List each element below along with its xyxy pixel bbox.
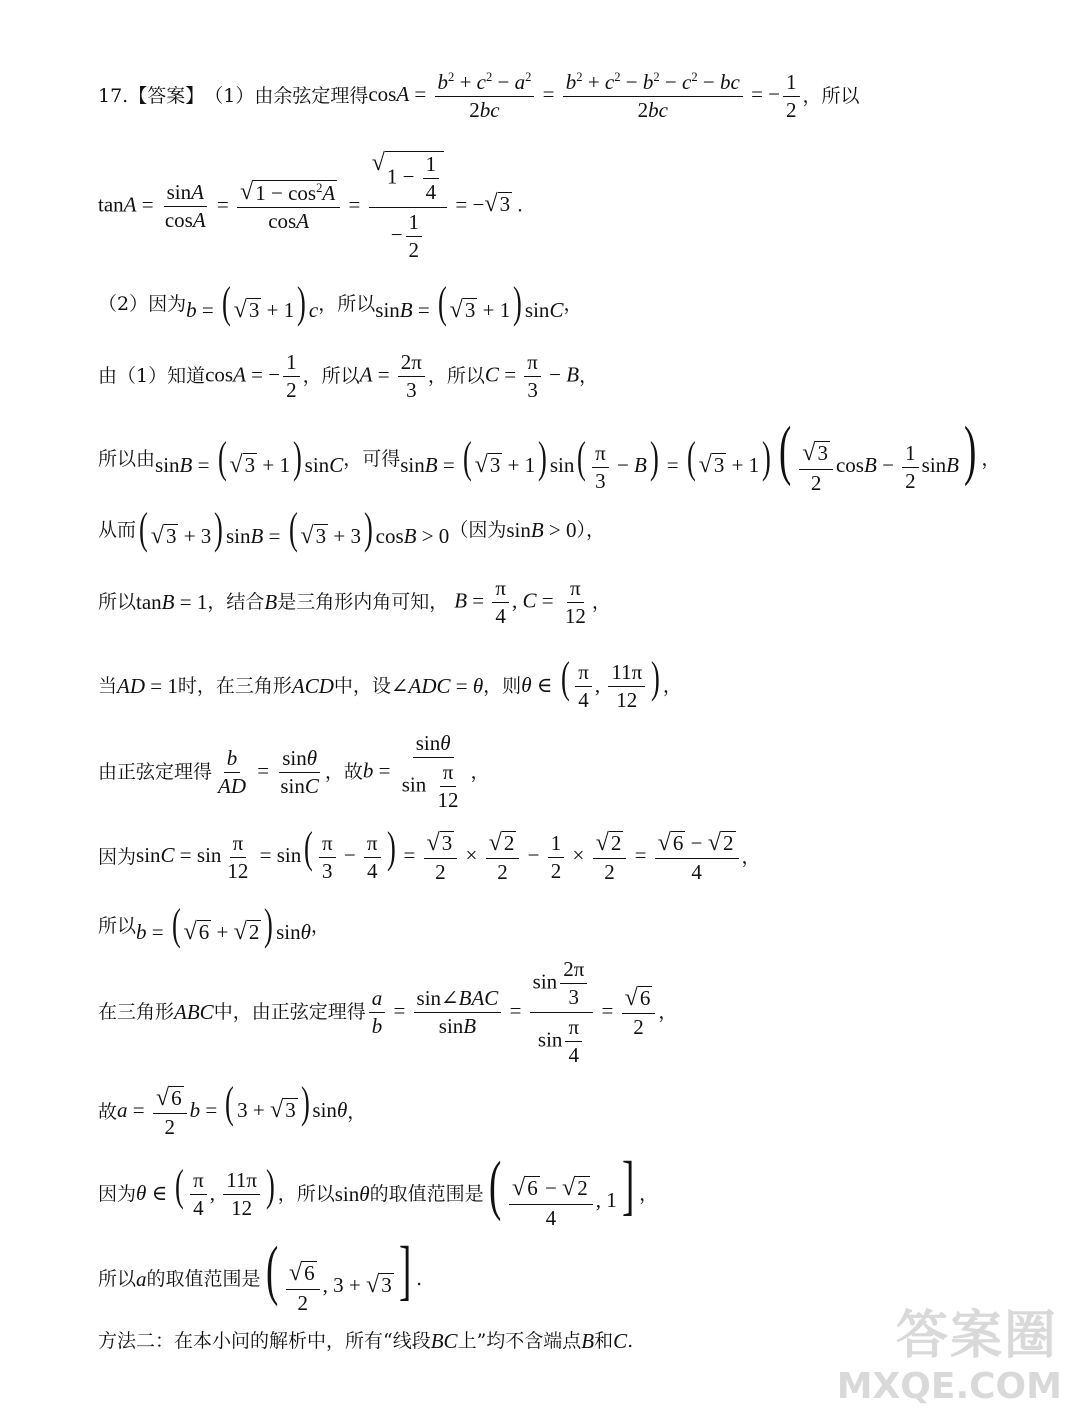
formula-angle-theta: ∠ADC = θ [390,673,484,698]
punct: ， [310,914,330,937]
formula-B-C-values: B = $\frac{\pi}{4}$ , C = $\frac{\pi}{12}$ [454,575,586,628]
punct: ， [579,364,599,387]
formula-sin-theta: sinθ [334,1181,370,1206]
part2-line-8 [98,822,1040,885]
text-because: 因为 [148,292,187,315]
text-then: ，则 [483,674,522,697]
part2-line-7 [98,730,1040,812]
text-because: （因为 [449,518,507,541]
method2-text-2: 上”均不含端点 [457,1329,582,1352]
formula-A-value: A = $\frac{2\pi}{3}$ [360,351,428,402]
text-range-is: 的取值范围是 [369,1182,484,1205]
method2-text: 方法二：在本小问的解析中，所有“线段 [98,1329,431,1352]
answer-tag: 【答案】 [128,84,205,107]
part2-line-4 [98,504,1040,554]
text-known: 由（1）知道 [98,364,206,387]
symbol-C2: C [613,1328,628,1353]
text-so: ，所以 [427,364,485,387]
symbol-BC: BC [430,1328,458,1353]
text-so: ，所以 [318,292,376,315]
formula-sinB-expand: sinB = ( √ 3 + 1) sin( $\frac{\pi}{3}$ − B) = ( √ 3 + 1) ( √ 3 2 cosB − $\frac{1}{2}$ sinB) [400,412,977,495]
text-sine-law: 由正弦定理得 [98,760,213,783]
punct: ， [591,590,611,613]
part1-text: 由余弦定理得 [254,84,369,107]
punct: ， [662,674,682,697]
formula-theta-range-2: θ ∈ ( $\frac{\pi}{4}$ , $\frac{11\pi}{12}$ ) [136,1160,275,1221]
formula-tanB: tanB = 1 [136,589,208,614]
text-when: 当 [98,674,118,697]
method2-line [98,1326,1040,1356]
punct: . [627,1329,634,1352]
text-sine-law: 中，由正弦定理得 [213,1000,366,1023]
text-so: 所以 [98,590,137,613]
formula-sinB-relation-2: sinB = ( √ 3 + 1) sinC [155,433,344,483]
punct: ， [563,292,583,315]
formula-sin-theta-range: ( √ 6 − √ 2 4 , 1] [488,1147,635,1230]
text-range-is: 的取值范围是 [146,1267,261,1290]
text-thus: 从而 [98,518,137,541]
formula-a-range: ( √ 6 2 , 3 + √ 3 ] [265,1232,412,1315]
formula-theta-range: θ ∈ ( $\frac{\pi}{4}$ , $\frac{11\pi}{12}$ ) [521,652,660,713]
text-in-triangle: 在三角形 [98,1000,175,1023]
part1-suffix: ，所以 [802,84,860,107]
symbol-B2: B [581,1328,595,1353]
text-hence: 故 [98,1100,118,1123]
part2-line-1 [98,278,1040,328]
formula-cosA: cosA = $\frac{b^2 + c^2 - a^2}{2bc}$ = $\frac{b^2 + c^2 - b^2 - c^2 - bc}{2bc}$ = − $\frac{1}{2}$ [368,70,802,122]
part1-label: （1） [204,84,255,107]
formula-b-relation: b = ( √ 3 + 1) c [186,278,319,328]
part2-line-9 [98,900,1040,950]
formula-sinB-positive: sinB > 0 [506,517,577,542]
text-because: 因为 [98,1182,137,1205]
text-so: ，所以 [302,364,360,387]
text-because: 因为 [98,845,137,868]
text-from: 所以由 [98,447,156,470]
punct: . [416,1267,423,1290]
formula-cosA-value: cosA = − $\frac{1}{2}$ [205,351,303,402]
part2-label: （2） [98,292,149,315]
formula-tan-derivation: ( √ 3 + 3) sinB = ( √ 3 + 3) cosB > 0 [138,504,450,554]
part2-line-6 [98,652,1040,713]
problem-number: 17. [98,84,129,107]
text-so: ，所以 [277,1182,335,1205]
text-get: ，可得 [343,447,401,470]
text-hence: ，故 [324,760,363,783]
part2-line-2 [98,350,1040,402]
formula-b-theta: b = ( √ 6 + √ 2 ) sinθ [136,900,311,950]
part2-line-5 [98,576,1040,628]
symbol-ABC: ABC [174,999,214,1024]
punct: ）， [576,518,606,541]
part2-line-3 [98,412,1040,495]
punct: ， [470,760,490,783]
watermark-text-top: 答案圈 [895,1306,1058,1366]
formula-tanA: tanA = $\frac{\sin A}{\cos A}$ = √ $1 - \cos^2A$ cosA = √ 1 − $\frac{1}{4}$ − $\frac{1}{2}$ = − √ 3 . [98,148,523,262]
punct: ， [658,1000,678,1023]
part2-line-11 [98,1077,1040,1140]
formula-sinC-value: sinC = sin $\frac{\pi}{12}$ = sin( $\frac{\pi}{3}$ − $\frac{\pi}{4}$ ) = √ 3 2 × √ 2 2 − $\frac{1}{2}$ × √ 2 2 = √ 6 − √ 2 4 [136,830,742,884]
text-combine: ，结合 [207,590,265,613]
text-so: 所以 [98,1267,137,1290]
text-and: 和 [594,1329,614,1352]
text-in-triangle: 时，在三角形 [177,674,292,697]
watermark-text-bottom: MXQE.COM [836,1366,1062,1407]
formula-a-theta: a = √ 6 2 b = ( 3 + √ 3 ) sinθ [117,1077,348,1140]
symbol-a: a [136,1266,147,1291]
part1-line-1 [98,68,1040,124]
symbol-B: B [264,589,278,614]
part2-line-10 [98,956,1040,1067]
formula-C-expr: C = $\frac{\pi}{3}$ − B [484,349,580,402]
formula-sine-law-ABC: $\frac{a}{b}$ = $\frac{\text{sin∠BAC}}{\sin B}$ = sin $\frac{2\pi}{3}$ sin $\frac{\pi}{4}$ = √ 6 2 [366,957,659,1068]
punct: ， [639,1182,659,1205]
text-so: 所以 [98,914,137,937]
text-interior-angle: 是三角形内角可知， [277,590,449,613]
formula-b-expression: b = sinθ sin $\frac{\pi}{12}$ [362,730,459,812]
punct: ， [981,447,1001,470]
formula-AD: AD = 1 [117,673,178,698]
text-let: 中，设 [333,674,391,697]
formula-sinB-relation: sinB = ( √ 3 + 1) sinC [375,278,564,328]
symbol-ACD: ACD [291,673,334,698]
punct: ， [741,845,761,868]
formula-sine-law-ACD: $\frac{b}{AD}$ = $\frac{\sin\theta}{\sin C}$ [218,745,319,798]
part2-line-12 [98,1147,1040,1230]
part1-line-2 [98,150,1040,262]
punct: ， [347,1100,367,1123]
part2-line-13 [98,1232,1040,1315]
